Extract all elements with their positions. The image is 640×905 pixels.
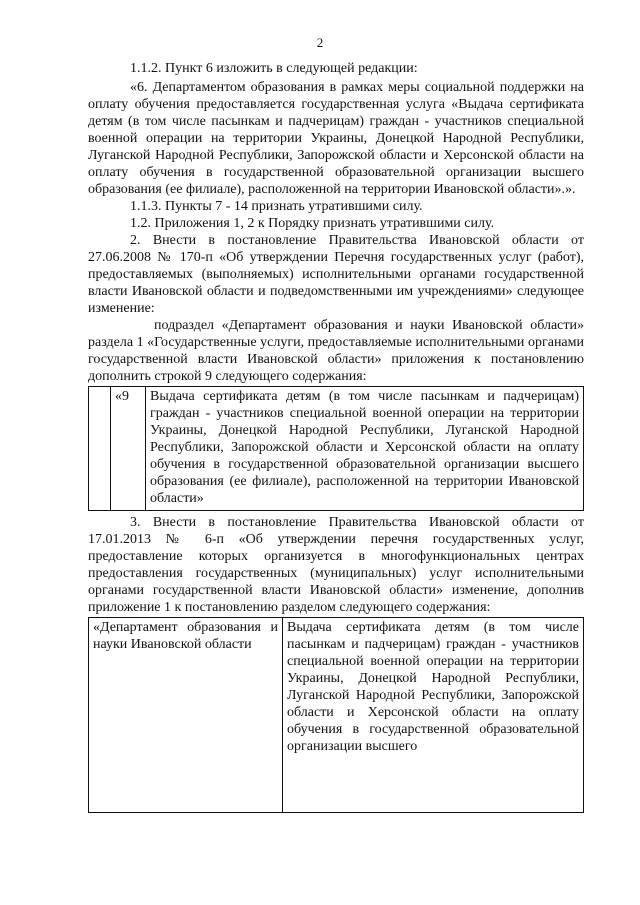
- table-cell-service: Выдача сертификата детям (в том числе пасынкам и падчерицам) граждан - участников специальной военной операции на территории Украины, Донецкой Народной Республики, Луганской Народной Республики, Запорожской области и Херсонской области на оплату обучения в государственной образовательной организации высшего: [283, 618, 584, 813]
- paragraph-3: 3. Внести в постановление Правительства Ивановской области от 17.01.2013 № 6-п «Об утверждении перечня государственных услуг, предоставление которых организуется в многофункциональных центрах предоставления государственных (муниципальных) услуг исполнительными органами государственной власти Ивановской области» изменение, дополнив приложение 1 к постановлению разделом следующего содержания:: [88, 515, 584, 615]
- page-number: 2: [316, 35, 324, 50]
- table-mfc-section: [88, 617, 584, 813]
- paragraph-1-1-2: 1.1.2. Пункт 6 изложить в следующей редакции:: [130, 61, 418, 76]
- table-cell-number: «9: [111, 387, 146, 511]
- document-body: [88, 60, 584, 813]
- table-cell-department: «Департамент образования и науки Ивановской области: [89, 618, 283, 813]
- paragraph-1-1-3: 1.1.3. Пункты 7 - 14 признать утратившими силу.: [130, 199, 423, 214]
- table-row: [89, 387, 584, 511]
- table-cell-empty: [89, 387, 111, 511]
- paragraph-point-6: «6. Департаментом образования в рамках меры социальной поддержки на оплату обучения предоставляется государственная услуга «Выдача сертификата детям (в том числе пасынкам и падчерицам) граждан - участников специальной военной операции на территории Украины, Донецкой Народной Республики, Луганской Народной Республики, Запорожской области и Херсонской области на оплату обучения в государственной образовательной организации высшего образования (ее филиале), расположенной на территории Ивановской области».».: [88, 80, 584, 197]
- table-cell-service: Выдача сертификата детям (в том числе пасынкам и падчерицам) граждан - участников специальной военной операции на территории Украины, Донецкой Народной Республики, Луганской Народной Республики, Запорожской области и Херсонской области на оплату обучения в государственной образовательной организации высшего образования (ее филиале), расположенной на территории Ивановской области»: [146, 387, 584, 511]
- table-row: [89, 618, 584, 813]
- paragraph-subsection: подраздел «Департамент образования и науки Ивановской области» раздела 1 «Государственные услуги, предоставляемые исполнительными органами государственной власти Ивановской области» приложения к постановлению дополнить строкой 9 следующего содержания:: [88, 318, 584, 384]
- paragraph-1-2: 1.2. Приложения 1, 2 к Порядку признать утратившими силу.: [130, 216, 495, 231]
- table-row-9: [88, 386, 584, 511]
- paragraph-2: 2. Внести в постановление Правительства Ивановской области от 27.06.2008 № 170-п «Об утверждении Перечня государственных услуг (работ), предоставляемых (выполняемых) исполнительными органами государственной власти Ивановской области и подведомственными им учреждениями» следующее изменение:: [88, 233, 584, 316]
